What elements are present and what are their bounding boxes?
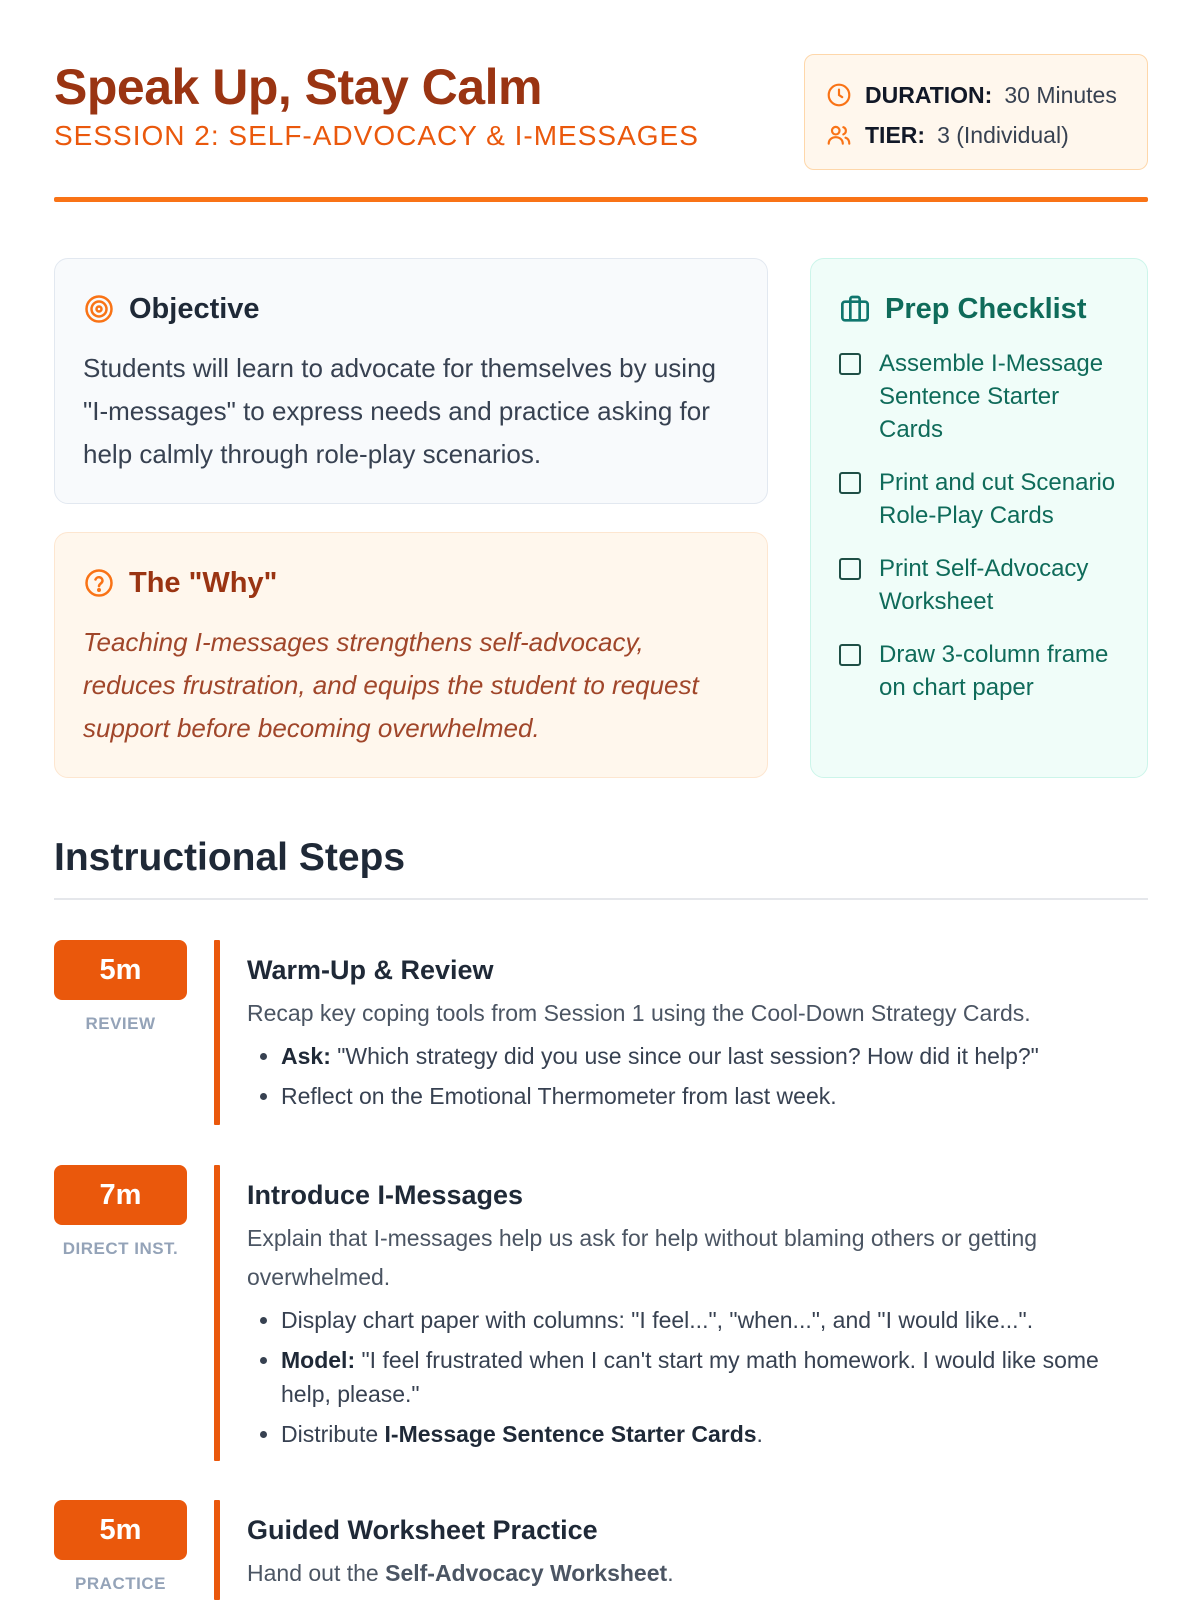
steps-heading: Instructional Steps: [54, 836, 406, 879]
step-accent-bar: [214, 1165, 220, 1461]
bullet-text: Distribute: [281, 1421, 385, 1447]
duration-value: 30 Minutes: [1004, 81, 1117, 108]
step-type-tag: DIRECT INST.: [62, 1239, 179, 1258]
tier-label: TIER:: [865, 121, 926, 148]
bullet-text: .: [756, 1421, 763, 1447]
checklist-item[interactable]: [839, 552, 1119, 618]
list-item: [281, 1303, 1137, 1337]
step-description: Recap key coping tools from Session 1 using the Cool-Down Strategy Cards.: [247, 1000, 1031, 1026]
bullet-text: Display chart paper with columns: "I feel...", "when...", and "I would like...".: [281, 1307, 1034, 1333]
steps-divider: [54, 898, 1148, 900]
prep-checklist: [839, 347, 1119, 704]
checklist-item[interactable]: [839, 466, 1119, 532]
duration-label: DURATION:: [865, 81, 993, 108]
checklist-item[interactable]: [839, 638, 1119, 704]
duration-row: [825, 75, 1127, 115]
prep-checklist-card: [810, 258, 1148, 778]
checkbox[interactable]: [839, 472, 861, 494]
list-item: [281, 1343, 1137, 1411]
desc-bold: Self-Advocacy Worksheet: [385, 1560, 668, 1586]
list-item: [281, 1039, 1137, 1073]
step-type-tag: REVIEW: [85, 1014, 156, 1033]
objective-heading-row: [83, 289, 739, 329]
checklist-item-label: Assemble I-Message Sentence Starter Cards: [879, 350, 1104, 443]
step-bullets: [247, 1303, 1137, 1451]
desc-text: .: [667, 1560, 674, 1586]
step-time-badge: 5m: [54, 1500, 187, 1560]
step-type-tag: PRACTICE: [75, 1574, 166, 1593]
checkbox[interactable]: [839, 353, 861, 375]
step-title: Guided Worksheet Practice: [247, 1515, 598, 1545]
bullet-bold: Model:: [281, 1347, 356, 1373]
question-circle-icon: [83, 567, 115, 599]
tier-value: 3 (Individual): [937, 121, 1069, 148]
step-3: [54, 1500, 1148, 1600]
objective-text: Students will learn to advocate for themselves by using "I-messages" to express needs and practice asking for help calmly through role-play scenarios.: [83, 353, 717, 469]
session-meta-box: [804, 54, 1148, 170]
why-heading: The "Why": [129, 566, 278, 599]
step-bullets: [247, 1039, 1137, 1113]
lesson-page: [54, 0, 1148, 1593]
page-title: Speak Up, Stay Calm: [54, 59, 542, 115]
step-description: [247, 1554, 1137, 1593]
step-time-badge: 7m: [54, 1165, 187, 1225]
bullet-bold: Ask:: [281, 1043, 331, 1069]
tier-row: [825, 115, 1127, 155]
step-description: Explain that I-messages help us ask for help without blaming others or getting overwhelmed.: [247, 1225, 1038, 1290]
step-body: [247, 940, 1137, 1119]
bullet-text: Reflect on the Emotional Thermometer from last week.: [281, 1083, 837, 1109]
checkbox[interactable]: [839, 644, 861, 666]
bullet-text: "Which strategy did you use since our last session? How did it help?": [330, 1043, 1039, 1069]
checklist-item[interactable]: [839, 347, 1119, 446]
users-icon: [825, 121, 853, 149]
header: [54, 0, 1148, 204]
bullet-text: "I feel frustrated when I can't start my math homework. I would like some help, please.": [281, 1347, 1099, 1407]
step-title: Introduce I-Messages: [247, 1180, 524, 1210]
objective-heading: Objective: [129, 292, 260, 325]
step-body: [247, 1500, 1137, 1593]
why-text: Teaching I-messages strengthens self-advocacy, reduces frustration, and equips the student to request support before becoming overwhelmed.: [83, 627, 699, 743]
objective-card: [54, 258, 768, 504]
step-accent-bar: [214, 940, 220, 1125]
prep-heading: Prep Checklist: [885, 292, 1087, 325]
step-title: Warm-Up & Review: [247, 955, 494, 985]
desc-text: Hand out the: [247, 1560, 386, 1586]
header-divider: [54, 197, 1148, 202]
why-card: [54, 532, 768, 778]
session-subtitle: SESSION 2: SELF-ADVOCACY & I-MESSAGES: [54, 120, 699, 151]
step-accent-bar: [214, 1500, 220, 1600]
bullet-bold: I-Message Sentence Starter Cards: [384, 1421, 757, 1447]
checklist-item-label: Print and cut Scenario Role-Play Cards: [879, 469, 1116, 529]
checkbox[interactable]: [839, 558, 861, 580]
checklist-item-label: Print Self-Advocacy Worksheet: [879, 555, 1089, 615]
list-item: [281, 1079, 1137, 1113]
clock-icon: [825, 81, 853, 109]
briefcase-icon: [839, 293, 871, 325]
step-time-badge: 5m: [54, 940, 187, 1000]
step-2: [54, 1165, 1148, 1461]
prep-heading-row: [839, 289, 1119, 329]
why-heading-row: [83, 563, 739, 603]
target-icon: [83, 293, 115, 325]
step-1: [54, 940, 1148, 1125]
checklist-item-label: Draw 3-column frame on chart paper: [879, 641, 1109, 701]
list-item: [281, 1417, 1137, 1451]
step-body: [247, 1165, 1137, 1457]
